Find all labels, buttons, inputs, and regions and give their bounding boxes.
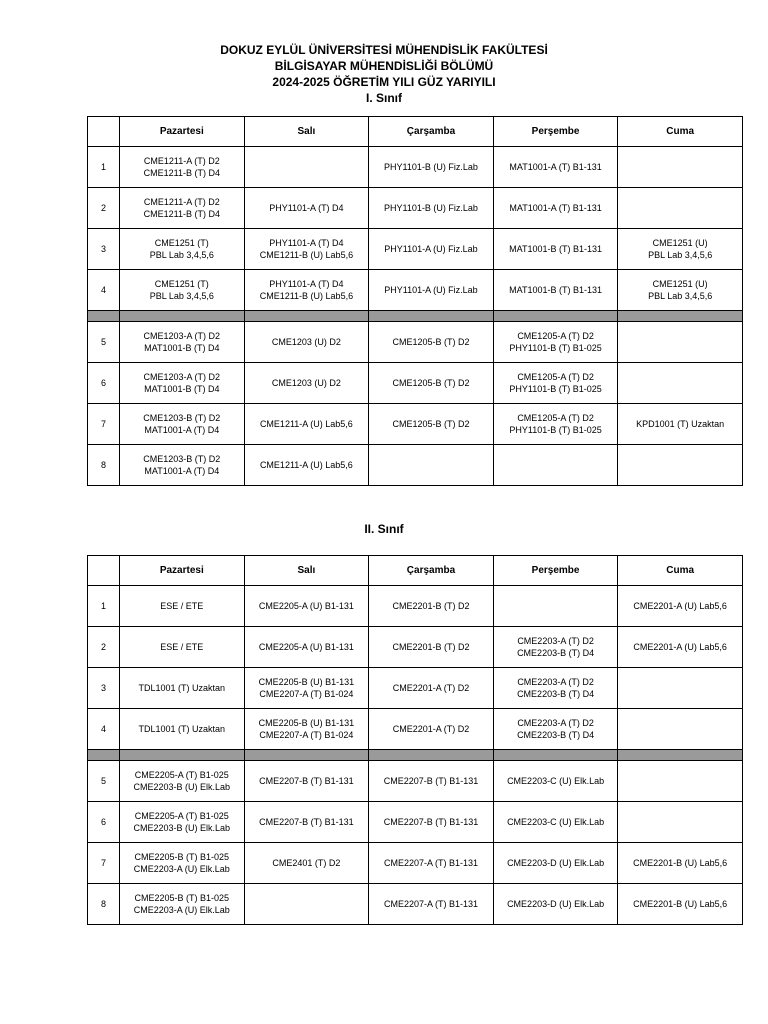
schedule-cell: [244, 270, 369, 311]
schedule-cell: [618, 627, 743, 668]
schedule-cell: [120, 229, 245, 270]
table-row: [88, 229, 743, 270]
schedule-cell: [618, 229, 743, 270]
schedule-cell: [369, 586, 494, 627]
course-entry: CME2207-B (T) B1-131: [383, 776, 479, 786]
table-row: [88, 668, 743, 709]
table-row: [88, 270, 743, 311]
course-entry: CME2203-A (T) D2: [517, 636, 594, 646]
course-entry: CME2203-C (U) Elk.Lab: [507, 817, 605, 827]
class1-schedule-table: [87, 116, 743, 486]
schedule-cell: [120, 404, 245, 445]
course-entry: ESE / ETE: [160, 601, 204, 611]
schedule-cell: [369, 404, 494, 445]
table-row: [88, 843, 743, 884]
course-entry: PBL Lab 3,4,5,6: [648, 250, 713, 260]
schedule-cell: [493, 843, 618, 884]
schedule-cell: [493, 404, 618, 445]
document-header: [0, 42, 768, 106]
table-row: [88, 404, 743, 445]
course-entry: CME1211-B (U) Lab5,6: [259, 250, 354, 260]
break-cell: [493, 311, 618, 322]
schedule-cell: [120, 761, 245, 802]
schedule-cell: [493, 668, 618, 709]
table-row: [88, 802, 743, 843]
course-entry: CME1251 (T): [154, 279, 209, 289]
schedule-cell: [618, 586, 743, 627]
course-entry: CME2201-B (T) D2: [392, 601, 470, 611]
schedule-cell: [618, 322, 743, 363]
schedule-cell: [244, 147, 369, 188]
break-cell: [244, 750, 369, 761]
schedule-cell: [369, 363, 494, 404]
schedule-cell: [493, 709, 618, 750]
course-entry: CME2201-A (T) D2: [392, 683, 470, 693]
schedule-cell: [369, 445, 494, 486]
break-cell: [618, 311, 743, 322]
schedule-cell: [369, 322, 494, 363]
hour-cell: 4: [88, 709, 120, 750]
class2-schedule-table: [87, 555, 743, 925]
course-entry: CME2203-D (U) Elk.Lab: [507, 858, 605, 868]
schedule-cell: [369, 802, 494, 843]
course-entry: CME2207-B (T) B1-131: [259, 776, 354, 786]
course-entry: CME1205-B (T) D2: [392, 378, 470, 388]
schedule-cell: [369, 709, 494, 750]
course-entry: PBL Lab 3,4,5,6: [149, 250, 214, 260]
course-entry: CME1205-B (T) D2: [392, 337, 470, 347]
schedule-cell: [369, 761, 494, 802]
schedule-cell: [369, 843, 494, 884]
schedule-cell: [493, 147, 618, 188]
schedule-cell: [369, 668, 494, 709]
schedule-cell: [244, 668, 369, 709]
course-entry: MAT1001-B (T) B1-131: [509, 285, 603, 295]
corner-cell: [88, 556, 120, 586]
break-cell: [88, 750, 120, 761]
course-entry: CME2201-A (U) Lab5,6: [633, 601, 727, 611]
day-header-friday: Cuma: [618, 117, 743, 147]
table-row: [88, 188, 743, 229]
course-entry: CME2207-B (T) B1-131: [259, 817, 354, 827]
department-title: BİLGİSAYAR MÜHENDİSLİĞİ BÖLÜMÜ: [274, 59, 494, 73]
table-row: [88, 884, 743, 925]
course-entry: CME2203-B (T) D4: [517, 730, 595, 740]
day-header-wednesday: Çarşamba: [369, 556, 494, 586]
course-entry: CME1251 (U): [652, 238, 708, 248]
course-entry: TDL1001 (T) Uzaktan: [138, 683, 226, 693]
break-cell: [618, 750, 743, 761]
table-row: [88, 627, 743, 668]
course-entry: CME1211-A (U) Lab5,6: [259, 460, 353, 470]
schedule-cell: [618, 363, 743, 404]
schedule-cell: [120, 270, 245, 311]
course-entry: CME2203-C (U) Elk.Lab: [507, 776, 605, 786]
schedule-cell: [244, 229, 369, 270]
hour-cell: 6: [88, 363, 120, 404]
faculty-title: DOKUZ EYLÜL ÜNİVERSİTESİ MÜHENDİSLİK FAKÜLTESİ: [220, 43, 548, 57]
course-entry: CME1251 (T): [154, 238, 209, 248]
course-entry: CME1203-A (T) D2: [143, 372, 221, 382]
schedule-cell: [493, 322, 618, 363]
schedule-cell: [244, 404, 369, 445]
schedule-cell: [120, 147, 245, 188]
schedule-cell: [120, 627, 245, 668]
schedule-cell: [369, 229, 494, 270]
schedule-cell: [493, 627, 618, 668]
course-entry: CME2201-B (U) Lab5,6: [633, 858, 728, 868]
course-entry: PBL Lab 3,4,5,6: [149, 291, 214, 301]
class2-title: II. Sınıf: [364, 522, 404, 536]
course-entry: CME2205-B (U) B1-131: [258, 677, 355, 687]
schedule-cell: [120, 322, 245, 363]
hour-cell: 6: [88, 802, 120, 843]
schedule-cell: [120, 668, 245, 709]
table-row: [88, 322, 743, 363]
schedule-cell: [618, 884, 743, 925]
course-entry: CME2203-B (U) Elk.Lab: [133, 823, 231, 833]
course-entry: CME1203 (U) D2: [271, 337, 341, 347]
schedule-cell: [120, 586, 245, 627]
day-header-thursday: Perşembe: [493, 556, 618, 586]
course-entry: PHY1101-B (T) B1-025: [509, 343, 602, 353]
course-entry: CME1203 (U) D2: [271, 378, 341, 388]
corner-cell: [88, 117, 120, 147]
schedule-cell: [493, 229, 618, 270]
schedule-cell: [244, 322, 369, 363]
course-entry: PHY1101-B (T) B1-025: [509, 425, 602, 435]
schedule-cell: [618, 270, 743, 311]
schedule-cell: [618, 445, 743, 486]
schedule-cell: [618, 709, 743, 750]
course-entry: CME1211-A (T) D2: [143, 156, 220, 166]
schedule-cell: [493, 761, 618, 802]
course-entry: CME2201-B (U) Lab5,6: [633, 899, 728, 909]
course-entry: PHY1101-A (T) D4: [269, 238, 344, 248]
course-entry: CME2207-A (T) B1-024: [259, 689, 354, 699]
course-entry: CME1211-A (T) D2: [143, 197, 220, 207]
course-entry: PBL Lab 3,4,5,6: [648, 291, 713, 301]
class1-title: I. Sınıf: [366, 91, 402, 105]
course-entry: MAT1001-A (T) D4: [144, 466, 220, 476]
course-entry: CME2207-A (T) B1-024: [259, 730, 354, 740]
table-row: [88, 586, 743, 627]
term-title: 2024-2025 ÖĞRETİM YILI GÜZ YARIYILI: [272, 75, 496, 89]
day-header-thursday: Perşembe: [493, 117, 618, 147]
course-entry: CME1205-A (T) D2: [517, 331, 594, 341]
course-entry: CME1211-B (T) D4: [143, 209, 220, 219]
schedule-cell: [244, 188, 369, 229]
schedule-cell: [618, 404, 743, 445]
break-cell: [120, 311, 245, 322]
lunch-break-row: [88, 750, 743, 761]
course-entry: PHY1101-A (T) D4: [269, 279, 344, 289]
table-header-row: [88, 117, 743, 147]
table-row: [88, 761, 743, 802]
table-row: [88, 363, 743, 404]
course-entry: PHY1101-A (U) Fiz.Lab: [384, 244, 478, 254]
course-entry: CME2205-A (U) B1-131: [258, 601, 354, 611]
course-entry: CME2203-A (U) Elk.Lab: [133, 864, 230, 874]
course-entry: CME2401 (T) D2: [272, 858, 341, 868]
schedule-cell: [120, 445, 245, 486]
day-header-tuesday: Salı: [244, 556, 369, 586]
course-entry: CME2205-A (T) B1-025: [134, 770, 229, 780]
course-entry: CME2205-B (U) B1-131: [258, 718, 355, 728]
course-entry: CME1211-A (U) Lab5,6: [259, 419, 353, 429]
break-cell: [493, 750, 618, 761]
hour-cell: 8: [88, 884, 120, 925]
course-entry: CME1205-B (T) D2: [392, 419, 470, 429]
course-entry: CME1203-B (T) D2: [143, 454, 221, 464]
schedule-cell: [120, 709, 245, 750]
hour-cell: 1: [88, 586, 120, 627]
schedule-cell: [618, 761, 743, 802]
schedule-cell: [244, 843, 369, 884]
course-entry: CME1205-A (T) D2: [517, 372, 594, 382]
day-header-monday: Pazartesi: [120, 556, 245, 586]
hour-cell: 5: [88, 322, 120, 363]
course-entry: CME2203-A (U) Elk.Lab: [133, 905, 230, 915]
schedule-cell: [369, 270, 494, 311]
course-entry: CME1203-B (T) D2: [143, 413, 221, 423]
course-entry: CME2205-B (T) B1-025: [134, 893, 230, 903]
course-entry: CME2201-B (T) D2: [392, 642, 470, 652]
course-entry: CME1211-B (U) Lab5,6: [259, 291, 354, 301]
schedule-cell: [120, 843, 245, 884]
hour-cell: 7: [88, 404, 120, 445]
course-entry: CME2201-A (T) D2: [392, 724, 470, 734]
schedule-cell: [618, 147, 743, 188]
course-entry: CME2207-A (T) B1-131: [383, 899, 478, 909]
schedule-cell: [244, 884, 369, 925]
schedule-cell: [369, 884, 494, 925]
schedule-cell: [120, 884, 245, 925]
course-entry: MAT1001-B (T) D4: [144, 343, 220, 353]
schedule-cell: [244, 627, 369, 668]
course-entry: PHY1101-A (T) D4: [269, 203, 344, 213]
break-cell: [88, 311, 120, 322]
course-entry: CME2205-A (T) B1-025: [134, 811, 229, 821]
schedule-cell: [493, 884, 618, 925]
course-entry: MAT1001-A (T) B1-131: [509, 203, 602, 213]
day-header-tuesday: Salı: [244, 117, 369, 147]
hour-cell: 2: [88, 188, 120, 229]
course-entry: TDL1001 (T) Uzaktan: [138, 724, 226, 734]
lunch-break-row: [88, 311, 743, 322]
table-row: [88, 445, 743, 486]
schedule-cell: [369, 188, 494, 229]
schedule-cell: [493, 363, 618, 404]
schedule-cell: [120, 188, 245, 229]
table-row: [88, 147, 743, 188]
schedule-cell: [493, 586, 618, 627]
course-entry: PHY1101-B (U) Fiz.Lab: [384, 162, 478, 172]
table-row: [88, 709, 743, 750]
schedule-cell: [493, 188, 618, 229]
table-header-row: [88, 556, 743, 586]
break-cell: [120, 750, 245, 761]
course-entry: CME2201-A (U) Lab5,6: [633, 642, 727, 652]
hour-cell: 3: [88, 668, 120, 709]
schedule-cell: [244, 709, 369, 750]
course-entry: CME2205-B (T) B1-025: [134, 852, 230, 862]
course-entry: CME1251 (U): [652, 279, 708, 289]
course-entry: CME2207-B (T) B1-131: [383, 817, 479, 827]
break-cell: [244, 311, 369, 322]
schedule-cell: [244, 586, 369, 627]
course-entry: CME2203-B (T) D4: [517, 689, 595, 699]
schedule-cell: [120, 363, 245, 404]
course-entry: CME2203-B (T) D4: [517, 648, 595, 658]
hour-cell: 8: [88, 445, 120, 486]
schedule-cell: [618, 802, 743, 843]
course-entry: PHY1101-B (T) B1-025: [509, 384, 602, 394]
hour-cell: 2: [88, 627, 120, 668]
course-entry: CME1203-A (T) D2: [143, 331, 221, 341]
schedule-cell: [493, 802, 618, 843]
course-entry: CME2207-A (T) B1-131: [383, 858, 478, 868]
hour-cell: 4: [88, 270, 120, 311]
schedule-cell: [618, 843, 743, 884]
schedule-cell: [369, 627, 494, 668]
schedule-cell: [120, 802, 245, 843]
course-entry: MAT1001-A (T) D4: [144, 425, 220, 435]
course-entry: CME2203-B (U) Elk.Lab: [133, 782, 231, 792]
schedule-cell: [244, 761, 369, 802]
hour-cell: 7: [88, 843, 120, 884]
course-entry: MAT1001-B (T) B1-131: [509, 244, 603, 254]
course-entry: KPD1001 (T) Uzaktan: [636, 419, 725, 429]
day-header-wednesday: Çarşamba: [369, 117, 494, 147]
break-cell: [369, 750, 494, 761]
course-entry: PHY1101-A (U) Fiz.Lab: [384, 285, 478, 295]
schedule-cell: [244, 802, 369, 843]
course-entry: CME2203-D (U) Elk.Lab: [507, 899, 605, 909]
schedule-cell: [244, 363, 369, 404]
hour-cell: 5: [88, 761, 120, 802]
course-entry: ESE / ETE: [160, 642, 204, 652]
schedule-cell: [493, 270, 618, 311]
schedule-cell: [369, 147, 494, 188]
day-header-friday: Cuma: [618, 556, 743, 586]
schedule-cell: [618, 668, 743, 709]
course-entry: CME2203-A (T) D2: [517, 718, 594, 728]
course-entry: CME1205-A (T) D2: [517, 413, 594, 423]
course-entry: CME1211-B (T) D4: [143, 168, 220, 178]
hour-cell: 3: [88, 229, 120, 270]
break-cell: [369, 311, 494, 322]
course-entry: CME2205-A (U) B1-131: [258, 642, 354, 652]
course-entry: PHY1101-B (U) Fiz.Lab: [384, 203, 478, 213]
schedule-cell: [244, 445, 369, 486]
schedule-cell: [618, 188, 743, 229]
course-entry: CME2203-A (T) D2: [517, 677, 594, 687]
course-entry: MAT1001-B (T) D4: [144, 384, 220, 394]
day-header-monday: Pazartesi: [120, 117, 245, 147]
hour-cell: 1: [88, 147, 120, 188]
course-entry: MAT1001-A (T) B1-131: [509, 162, 602, 172]
schedule-cell: [493, 445, 618, 486]
